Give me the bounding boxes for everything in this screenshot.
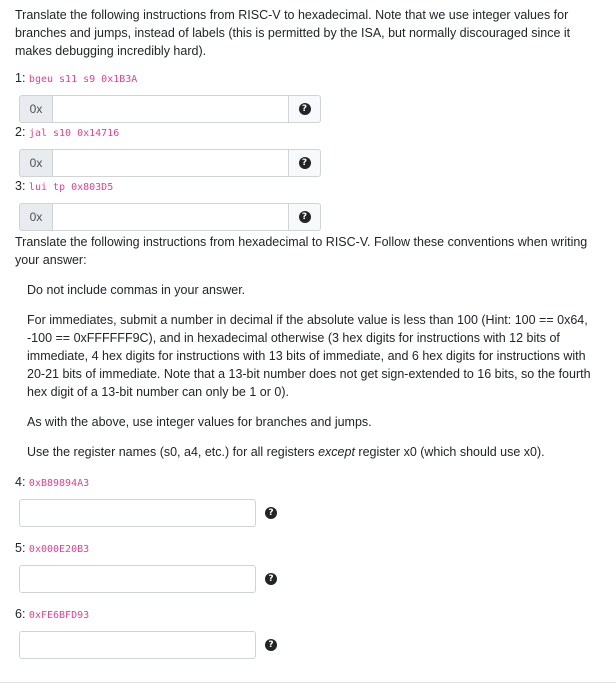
answer-2-input[interactable]: [52, 149, 289, 177]
answer-3-input[interactable]: [52, 203, 289, 231]
question-5-code: 0x000E20B3: [28, 544, 90, 555]
question-4-code: 0xB89894A3: [28, 478, 90, 489]
answer-3-help-button[interactable]: [289, 203, 321, 231]
question-5: [15, 539, 600, 593]
question-circle-icon: ?: [299, 157, 311, 169]
answer-3-group: [19, 203, 321, 231]
answer-5-help-button[interactable]: [256, 565, 286, 593]
question-circle-icon: ?: [265, 639, 277, 651]
question-6: [15, 605, 600, 659]
question-3-label: 3: lui tp 0x803D5: [15, 179, 114, 193]
question-circle-icon: ?: [265, 573, 277, 585]
section2-intro: Translate the following instructions from hexadecimal to RISC-V. Follow these conventions when writing your answer:: [15, 235, 588, 267]
section2: [15, 233, 600, 473]
question-2-label: 2: jal s10 0x14716: [15, 125, 120, 139]
answer-5-group: [19, 565, 600, 593]
question-2-code: jal s10 0x14716: [28, 128, 120, 139]
section1-intro: Translate the following instructions from RISC-V to hexadecimal. Note that we use integer values for branches and jumps, instead of labels (this is permitted by the ISA, but normally discouraged since it makes debugging incredibly hard).: [15, 8, 571, 58]
question-6-code: 0xFE6BFD93: [28, 610, 90, 621]
answer-1-group: [19, 95, 321, 123]
question-2: [15, 123, 600, 177]
answer-2-help-button[interactable]: [289, 149, 321, 177]
question-circle-icon: ?: [299, 103, 311, 115]
convention-registers: Use the register names (s0, a4, etc.) for all registers except register x0 (which should use x0).: [27, 445, 545, 459]
answer-2-prefix: 0x: [19, 149, 52, 177]
question-1: [15, 69, 600, 123]
question-6-label: 6: 0xFE6BFD93: [15, 607, 90, 621]
question-4-label: 4: 0xB89894A3: [15, 475, 90, 489]
question-4: [15, 473, 600, 527]
convention-immediates: For immediates, submit a number in decimal if the absolute value is less than 100 (Hint: 100 == 0x64, -100 == 0xFFFFFF9C), and in hexadecimal otherwise (3 hex digits for instructions with 12 bits of immediate, 4 hex digits for instructions with 13 bits of immediate, and 6 hex digits for instructions with 20-21 bits of immediate. Note that a 13-bit number does not get sign-extended to 16 bits, so the fourth hex digit of a 13-bit number can only be 1 or 0).: [27, 313, 591, 399]
answer-6-help-button[interactable]: [256, 631, 286, 659]
answer-4-help-button[interactable]: [256, 499, 286, 527]
answer-1-help-button[interactable]: [289, 95, 321, 123]
answer-5-input[interactable]: [19, 565, 256, 593]
convention-commas: Do not include commas in your answer.: [27, 283, 246, 297]
question-circle-icon: ?: [265, 507, 277, 519]
answer-6-input[interactable]: [19, 631, 256, 659]
answer-6-group: [19, 631, 600, 659]
question-3-code: lui tp 0x803D5: [28, 182, 114, 193]
answer-1-prefix: 0x: [19, 95, 52, 123]
answer-1-input[interactable]: [52, 95, 289, 123]
answer-2-group: [19, 149, 321, 177]
question-1-label: 1: bgeu s11 s9 0x1B3A: [15, 71, 138, 85]
question-1-code: bgeu s11 s9 0x1B3A: [28, 74, 138, 85]
question-3: [15, 177, 600, 231]
question-circle-icon: ?: [299, 211, 311, 223]
answer-4-group: [19, 499, 600, 527]
answer-4-input[interactable]: [19, 499, 256, 527]
answer-3-prefix: 0x: [19, 203, 52, 231]
question-5-label: 5: 0x000E20B3: [15, 541, 90, 555]
convention-branches: As with the above, use integer values for branches and jumps.: [27, 415, 372, 429]
